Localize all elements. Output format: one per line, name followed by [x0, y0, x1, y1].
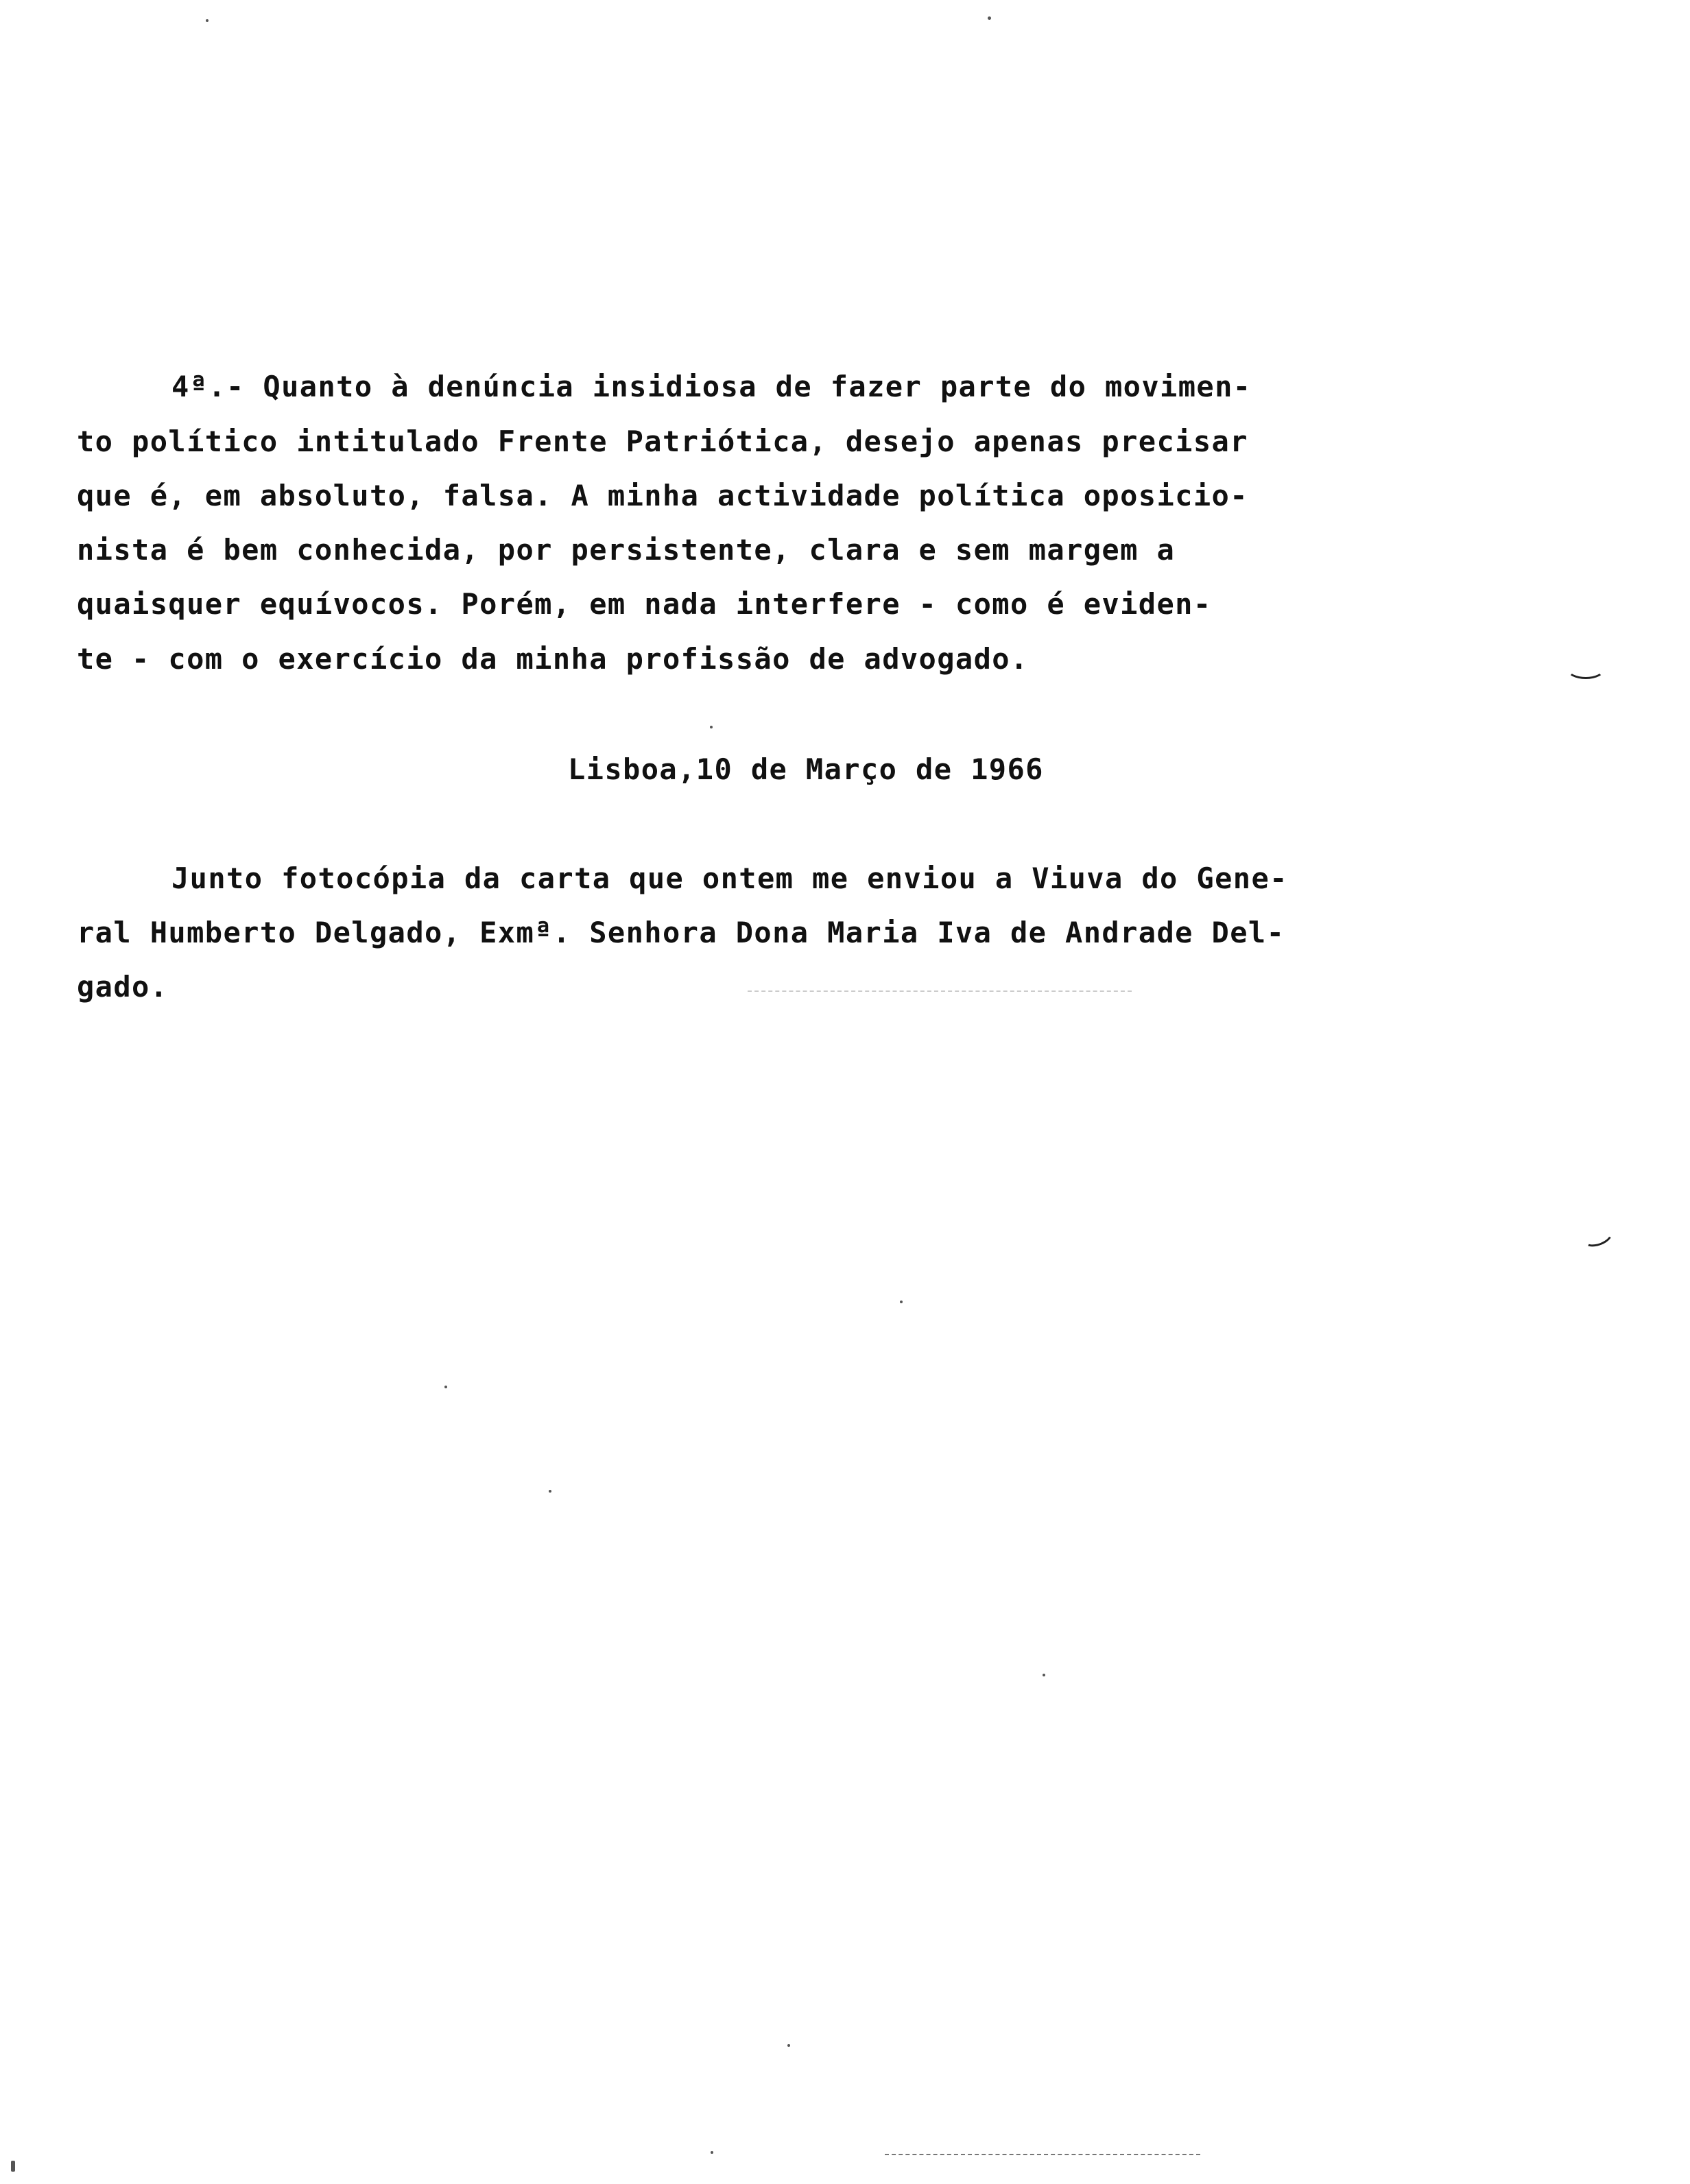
note-line-3: gado. — [77, 970, 169, 1004]
paragraph-4-line-6: te - com o exercício da minha profissão de advogado. — [77, 642, 1029, 676]
scan-speck — [988, 16, 991, 20]
scan-speck — [710, 726, 713, 728]
paragraph-4-line-2: to político intitulado Frente Patriótica, desejo apenas precisar — [77, 425, 1248, 458]
scan-dashes — [885, 2154, 1200, 2157]
paragraph-4-line-4: nista é bem conhecida, por persistente, clara e sem margem a — [77, 533, 1176, 567]
paragraph-4-line-1: 4ª.- Quanto à denúncia insidiosa de fazer parte do movimen- — [171, 370, 1252, 403]
scan-dashes — [748, 990, 1132, 993]
scan-mark — [1567, 658, 1605, 679]
scan-mark — [1580, 1222, 1616, 1250]
scan-speck — [11, 2161, 15, 2172]
paragraph-4-line-3: que é, em absoluto, falsa. A minha actividade política oposicio- — [77, 479, 1248, 512]
note-line-1: Junto fotocópia da carta que ontem me enviou a Viuva do Gene- — [171, 862, 1288, 895]
dateline: Lisboa,10 de Março de 1966 — [568, 752, 1044, 786]
paragraph-4-line-5: quaisquer equívocos. Porém, em nada interfere - como é eviden- — [77, 587, 1212, 621]
scan-speck — [1043, 1674, 1045, 1676]
note-line-2: ral Humberto Delgado, Exmª. Senhora Dona Maria Iva de Andrade Del- — [77, 916, 1285, 949]
scan-speck — [444, 1386, 447, 1388]
scan-speck — [549, 1490, 551, 1493]
scan-speck — [711, 2151, 713, 2154]
scan-speck — [787, 2044, 790, 2047]
scan-speck — [206, 19, 209, 22]
scan-speck — [900, 1301, 903, 1303]
